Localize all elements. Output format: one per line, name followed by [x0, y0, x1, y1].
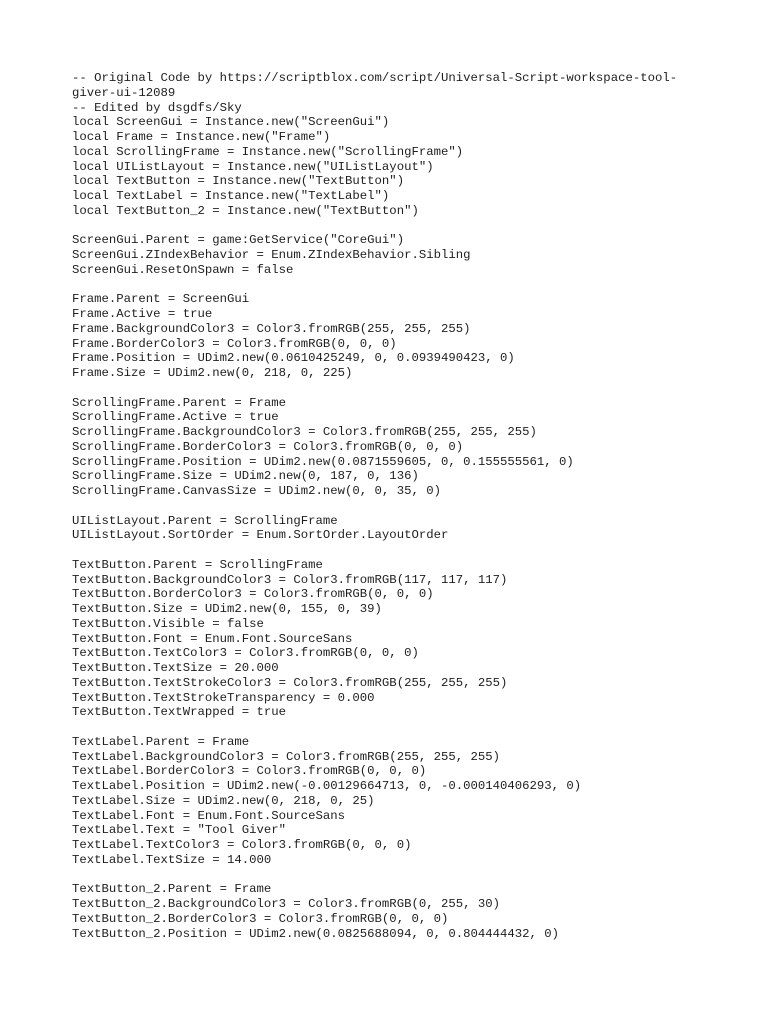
code-line: -- Original Code by https://scriptblox.com/script/Universal-Script-workspace-tool- [72, 71, 678, 85]
code-line: TextButton.Font = Enum.Font.SourceSans [72, 631, 353, 646]
code-line: Frame.Parent = ScreenGui [72, 292, 250, 307]
code-line: TextButton.TextStrokeColor3 = Color3.fromRGB(255, 255, 255) [72, 675, 508, 690]
code-line: local TextButton_2 = Instance.new("TextButton") [72, 203, 419, 218]
code-line: TextButton.Size = UDim2.new(0, 155, 0, 39) [72, 602, 382, 616]
code-line: local Frame = Instance.new("Frame") [72, 130, 331, 144]
blank-line [72, 720, 712, 735]
code-line: local ScrollingFrame = Instance.new("ScrollingFrame") [72, 144, 464, 159]
code-line: Frame.Position = UDim2.new(0.0610425249, 0, 0.0939490423, 0) [72, 351, 515, 366]
code-line: TextButton.Parent = ScrollingFrame [72, 557, 323, 572]
code-line: TextLabel.Size = UDim2.new(0, 218, 0, 25) [72, 793, 375, 808]
code-line: Frame.BackgroundColor3 = Color3.fromRGB(255, 255, 255) [72, 321, 471, 336]
blank-line [72, 278, 712, 293]
code-line: TextButton.Visible = false [72, 616, 264, 631]
blank-line [72, 868, 712, 883]
code-line: Frame.Size = UDim2.new(0, 218, 0, 225) [72, 366, 353, 380]
code-line: ScrollingFrame.BackgroundColor3 = Color3.fromRGB(255, 255, 255) [72, 425, 537, 439]
code-line: TextButton.TextWrapped = true [72, 705, 287, 720]
code-line: ScrollingFrame.BorderColor3 = Color3.fromRGB(0, 0, 0) [72, 439, 464, 454]
code-line: TextButton.BorderColor3 = Color3.fromRGB(0, 0, 0) [72, 587, 434, 602]
code-line: ScrollingFrame.Size = UDim2.new(0, 187, 0, 136) [72, 469, 419, 484]
code-line: TextButton.TextColor3 = Color3.fromRGB(0, 0, 0) [72, 646, 419, 661]
code-line: ScreenGui.ResetOnSpawn = false [72, 262, 294, 277]
code-line: ScrollingFrame.Active = true [72, 410, 279, 425]
code-line: ScreenGui.ZIndexBehavior = Enum.ZIndexBehavior.Sibling [72, 248, 471, 262]
code-line: UIListLayout.Parent = ScrollingFrame [72, 513, 338, 528]
code-line: giver-ui-12089 [72, 85, 176, 100]
code-line: TextButton_2.Position = UDim2.new(0.0825688094, 0, 0.804444432, 0) [72, 926, 560, 941]
code-line: TextLabel.BackgroundColor3 = Color3.fromRGB(255, 255, 255) [72, 749, 501, 764]
code-line: local TextLabel = Instance.new("TextLabel") [72, 189, 390, 203]
code-line: TextButton_2.BackgroundColor3 = Color3.fromRGB(0, 255, 30) [72, 897, 501, 911]
code-line: TextLabel.Position = UDim2.new(-0.00129664713, 0, -0.000140406293, 0) [72, 779, 582, 793]
code-line: TextLabel.BorderColor3 = Color3.fromRGB(0, 0, 0) [72, 764, 427, 779]
code-line: TextLabel.Text = "Tool Giver" [72, 823, 287, 838]
code-line: Frame.BorderColor3 = Color3.fromRGB(0, 0, 0) [72, 336, 397, 351]
code-line: -- Edited by dsgdfs/Sky [72, 100, 242, 115]
code-line: local TextButton = Instance.new("TextButton") [72, 174, 405, 189]
blank-line [72, 499, 712, 514]
code-line: TextLabel.Parent = Frame [72, 734, 250, 749]
code-line: ScreenGui.Parent = game:GetService("CoreGui") [72, 233, 405, 248]
code-line: TextButton_2.BorderColor3 = Color3.fromRGB(0, 0, 0) [72, 911, 449, 926]
code-line: TextButton.TextSize = 20.000 [72, 661, 279, 675]
code-line: local ScreenGui = Instance.new("ScreenGui") [72, 115, 390, 130]
code-line: TextLabel.TextColor3 = Color3.fromRGB(0, 0, 0) [72, 838, 412, 852]
code-line: TextButton.TextStrokeTransparency = 0.000 [72, 690, 375, 705]
blank-line [72, 543, 712, 558]
code-line: local UIListLayout = Instance.new("UIListLayout") [72, 159, 434, 174]
blank-line [72, 381, 712, 396]
code-line: TextButton_2.Parent = Frame [72, 882, 272, 897]
blank-line [72, 219, 712, 234]
code-line: ScrollingFrame.CanvasSize = UDim2.new(0, 0, 35, 0) [72, 484, 441, 498]
code-line: TextLabel.TextSize = 14.000 [72, 852, 272, 867]
code-line: ScrollingFrame.Position = UDim2.new(0.0871559605, 0, 0.155555561, 0) [72, 454, 574, 469]
code-line: TextLabel.Font = Enum.Font.SourceSans [72, 808, 346, 823]
code-line: ScrollingFrame.Parent = Frame [72, 395, 287, 410]
code-line: UIListLayout.SortOrder = Enum.SortOrder.LayoutOrder [72, 528, 449, 543]
code-line: Frame.Active = true [72, 307, 213, 321]
code-listing [72, 71, 712, 941]
code-line: TextButton.BackgroundColor3 = Color3.fromRGB(117, 117, 117) [72, 572, 508, 587]
